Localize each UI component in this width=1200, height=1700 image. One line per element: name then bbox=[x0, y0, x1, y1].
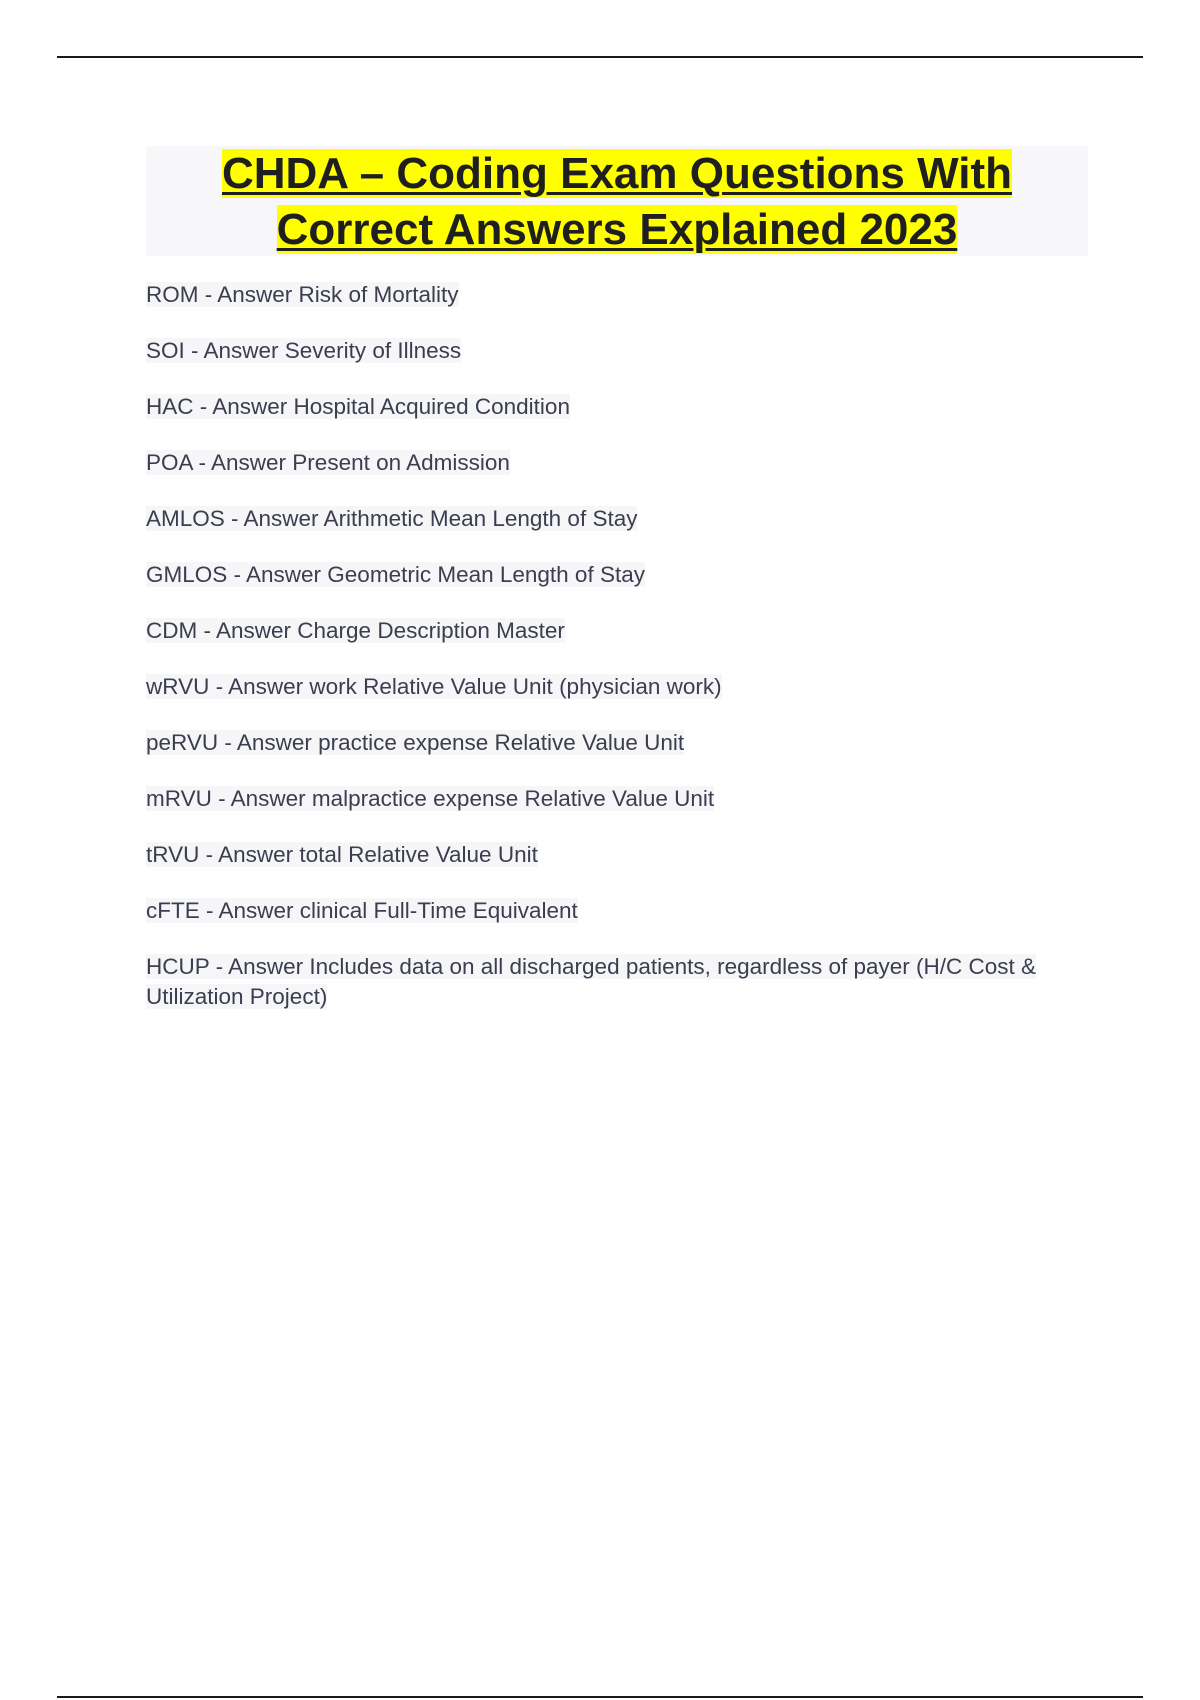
qa-entry: cFTE - Answer clinical Full-Time Equivalent bbox=[146, 898, 578, 923]
qa-entry: GMLOS - Answer Geometric Mean Length of Stay bbox=[146, 562, 645, 587]
qa-entry: tRVU - Answer total Relative Value Unit bbox=[146, 842, 538, 867]
qa-entry: peRVU - Answer practice expense Relative Value Unit bbox=[146, 730, 685, 755]
header-rule bbox=[57, 56, 1143, 58]
qa-list bbox=[146, 280, 1096, 1038]
qa-entry: ROM - Answer Risk of Mortality bbox=[146, 282, 459, 307]
qa-entry: CDM - Answer Charge Description Master bbox=[146, 618, 565, 643]
page-title bbox=[146, 146, 1088, 258]
footer-rule bbox=[57, 1696, 1143, 1698]
qa-entry: wRVU - Answer work Relative Value Unit (physician work) bbox=[146, 674, 722, 699]
title-line-1: CHDA – Coding Exam Questions With bbox=[221, 149, 1013, 198]
qa-entry: HCUP - Answer Includes data on all discharged patients, regardless of payer (H/C Cost & Utilization Project) bbox=[146, 954, 1037, 1009]
title-panel bbox=[146, 146, 1088, 256]
qa-entry: AMLOS - Answer Arithmetic Mean Length of Stay bbox=[146, 506, 638, 531]
qa-entry: SOI - Answer Severity of Illness bbox=[146, 338, 462, 363]
qa-entry: POA - Answer Present on Admission bbox=[146, 450, 510, 475]
qa-entry: HAC - Answer Hospital Acquired Condition bbox=[146, 394, 570, 419]
qa-entry: mRVU - Answer malpractice expense Relative Value Unit bbox=[146, 786, 715, 811]
title-line-2: Correct Answers Explained 2023 bbox=[276, 205, 958, 254]
